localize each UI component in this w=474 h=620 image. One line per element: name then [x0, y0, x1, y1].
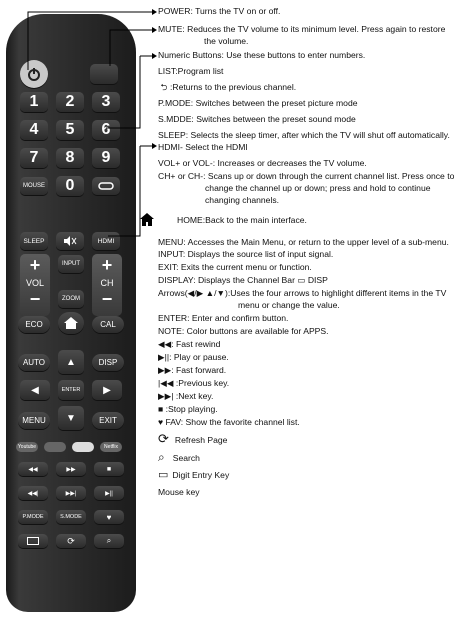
- fast-forward-button[interactable]: ▶▶: [56, 462, 86, 476]
- refresh-button[interactable]: ⟳: [56, 534, 86, 548]
- desc-power: POWER: Turns the TV on or off.: [158, 6, 281, 16]
- netflix-button[interactable]: Netflix: [100, 442, 122, 452]
- ch-minus[interactable]: −: [101, 289, 113, 309]
- num-0-button[interactable]: 0: [56, 176, 84, 196]
- desc-input: INPUT: Displays the source list of input signal.: [158, 249, 334, 259]
- desc-rewind: ◀◀: Fast rewind: [158, 339, 221, 349]
- desc-note: NOTE: Color buttons are available for APPS.: [158, 326, 329, 336]
- smode-button[interactable]: S.MODE: [56, 510, 86, 524]
- desc-arrows-cont: menu or change the value.: [238, 300, 340, 310]
- num-7-button[interactable]: 7: [20, 148, 48, 168]
- desc-mute: MUTE: Reduces the TV volume to its minimum level. Press again to restore: [158, 24, 446, 34]
- desc-search: ⌕ Search: [158, 450, 200, 464]
- down-button[interactable]: ▼: [58, 406, 84, 430]
- next-button[interactable]: ▶▶|: [56, 486, 86, 500]
- youtube-button[interactable]: Youtube: [17, 444, 37, 450]
- stop-button[interactable]: ■: [94, 462, 124, 476]
- num-8-button[interactable]: 8: [56, 148, 84, 168]
- mouse-button[interactable]: MOUSE: [20, 177, 48, 195]
- play-pause-icon: ▶||: [158, 352, 170, 362]
- num-9-button[interactable]: 9: [92, 148, 120, 168]
- desc-ch-cont: change the channel up or down; press and hold to continue: [205, 183, 431, 193]
- play-pause-button[interactable]: ▶||: [94, 486, 124, 500]
- desc-smode: S.MDDE: Switches between the preset sound mode: [158, 114, 356, 124]
- num-5-button[interactable]: 5: [56, 120, 84, 140]
- ch-plus[interactable]: +: [101, 255, 113, 275]
- num-1-button[interactable]: 1: [20, 92, 48, 112]
- vol-label: VOL: [25, 278, 44, 288]
- right-button[interactable]: ▶: [92, 380, 122, 400]
- desc-list: LIST:Program list: [158, 66, 224, 76]
- hdmi-button[interactable]: HDMI: [92, 232, 120, 250]
- pmode-button[interactable]: P.MODE: [18, 510, 48, 524]
- desc-ff: ▶▶: Fast forward.: [158, 365, 227, 375]
- previous-button[interactable]: ◀◀|: [18, 486, 48, 500]
- ch-label: CH: [100, 278, 114, 288]
- desc-menu: MENU: Accesses the Main Menu, or return to the upper level of a sub-menu.: [158, 237, 449, 247]
- desc-mute-cont: the volume.: [204, 36, 249, 46]
- desc-pmode: P.MODE: Switches between the preset picture mode: [158, 98, 358, 108]
- rewind-icon: ◀◀: [158, 339, 172, 349]
- zoom-button[interactable]: ZOOM: [58, 290, 84, 308]
- desc-return: ⮌ :Returns to the previous channel.: [158, 82, 296, 93]
- auto-button[interactable]: AUTO: [18, 354, 50, 371]
- desc-ch: CH+ or CH-: Scans up or down through the current channel list. Press once to: [158, 171, 455, 181]
- desc-fav: ♥ FAV: Show the favorite channel list.: [158, 417, 300, 427]
- previous-icon: |◀◀: [158, 378, 174, 388]
- vol-plus[interactable]: +: [29, 255, 41, 275]
- desc-hdmi: HDMI- Select the HDMI: [158, 142, 248, 152]
- enter-button[interactable]: ENTER: [58, 380, 84, 400]
- num-4-button[interactable]: 4: [20, 120, 48, 140]
- heart-icon: ♥: [158, 417, 164, 427]
- sleep-button[interactable]: SLEEP: [20, 232, 48, 250]
- desc-display: DISPLAY: Displays the Channel Bar ▭ DISP: [158, 275, 328, 285]
- desc-numeric: Numeric Buttons: Use these buttons to enter numbers.: [158, 50, 366, 60]
- num-6-button[interactable]: 6: [92, 120, 120, 140]
- desc-home: HOME:Back to the main interface.: [177, 215, 307, 225]
- desc-vol: VOL+ or VOL-: Increases or decreases the TV volume.: [158, 158, 367, 168]
- search-button[interactable]: ⌕: [94, 534, 124, 548]
- desc-next: ▶▶| :Next key.: [158, 391, 214, 401]
- desc-ch-cont2: changing channels.: [205, 195, 280, 205]
- num-3-button[interactable]: 3: [92, 92, 120, 112]
- refresh-icon: ⟳: [158, 431, 169, 446]
- home-icon: [140, 213, 154, 226]
- desc-play: ▶||: Play or pause.: [158, 352, 229, 362]
- disp-button[interactable]: DISP: [92, 354, 124, 371]
- desc-mouse: Mouse key: [158, 487, 200, 497]
- desc-prev: |◀◀ :Previous key.: [158, 378, 230, 388]
- desc-enter: ENTER: Enter and confirm button.: [158, 313, 289, 323]
- menu-button[interactable]: MENU: [18, 412, 50, 429]
- stop-icon: ■: [158, 404, 164, 414]
- up-button[interactable]: ▲: [58, 350, 84, 374]
- desc-sleep: SLEEP: Selects the sleep timer, after which the TV will shut off automatically.: [158, 130, 450, 140]
- desc-stop: ■ :Stop playing.: [158, 404, 218, 414]
- vol-minus[interactable]: −: [29, 289, 41, 309]
- eco-button[interactable]: ECO: [18, 316, 50, 333]
- fav-button[interactable]: ♥: [94, 510, 124, 524]
- digit-entry-icon: ▭: [158, 469, 169, 481]
- fast-forward-icon: ▶▶: [158, 365, 172, 375]
- cal-button[interactable]: CAL: [92, 316, 124, 333]
- exit-button[interactable]: EXIT: [92, 412, 124, 429]
- desc-refresh: ⟳ Refresh Page: [158, 431, 228, 446]
- next-icon: ▶▶|: [158, 391, 174, 401]
- desc-exit: EXIT: Exits the current menu or function.: [158, 262, 312, 272]
- rewind-button[interactable]: ◀◀: [18, 462, 48, 476]
- input-button[interactable]: INPUT: [58, 255, 84, 273]
- num-2-button[interactable]: 2: [56, 92, 84, 112]
- left-button[interactable]: ◀: [20, 380, 50, 400]
- desc-arrows: Arrows(◀/▶ ▲/▼):Uses the four arrows to highlight different items in the TV: [158, 288, 447, 298]
- desc-digit: ▭ Digit Entry Key: [158, 469, 230, 481]
- search-icon: ⌕: [158, 450, 165, 464]
- return-icon: ⮌: [160, 82, 168, 92]
